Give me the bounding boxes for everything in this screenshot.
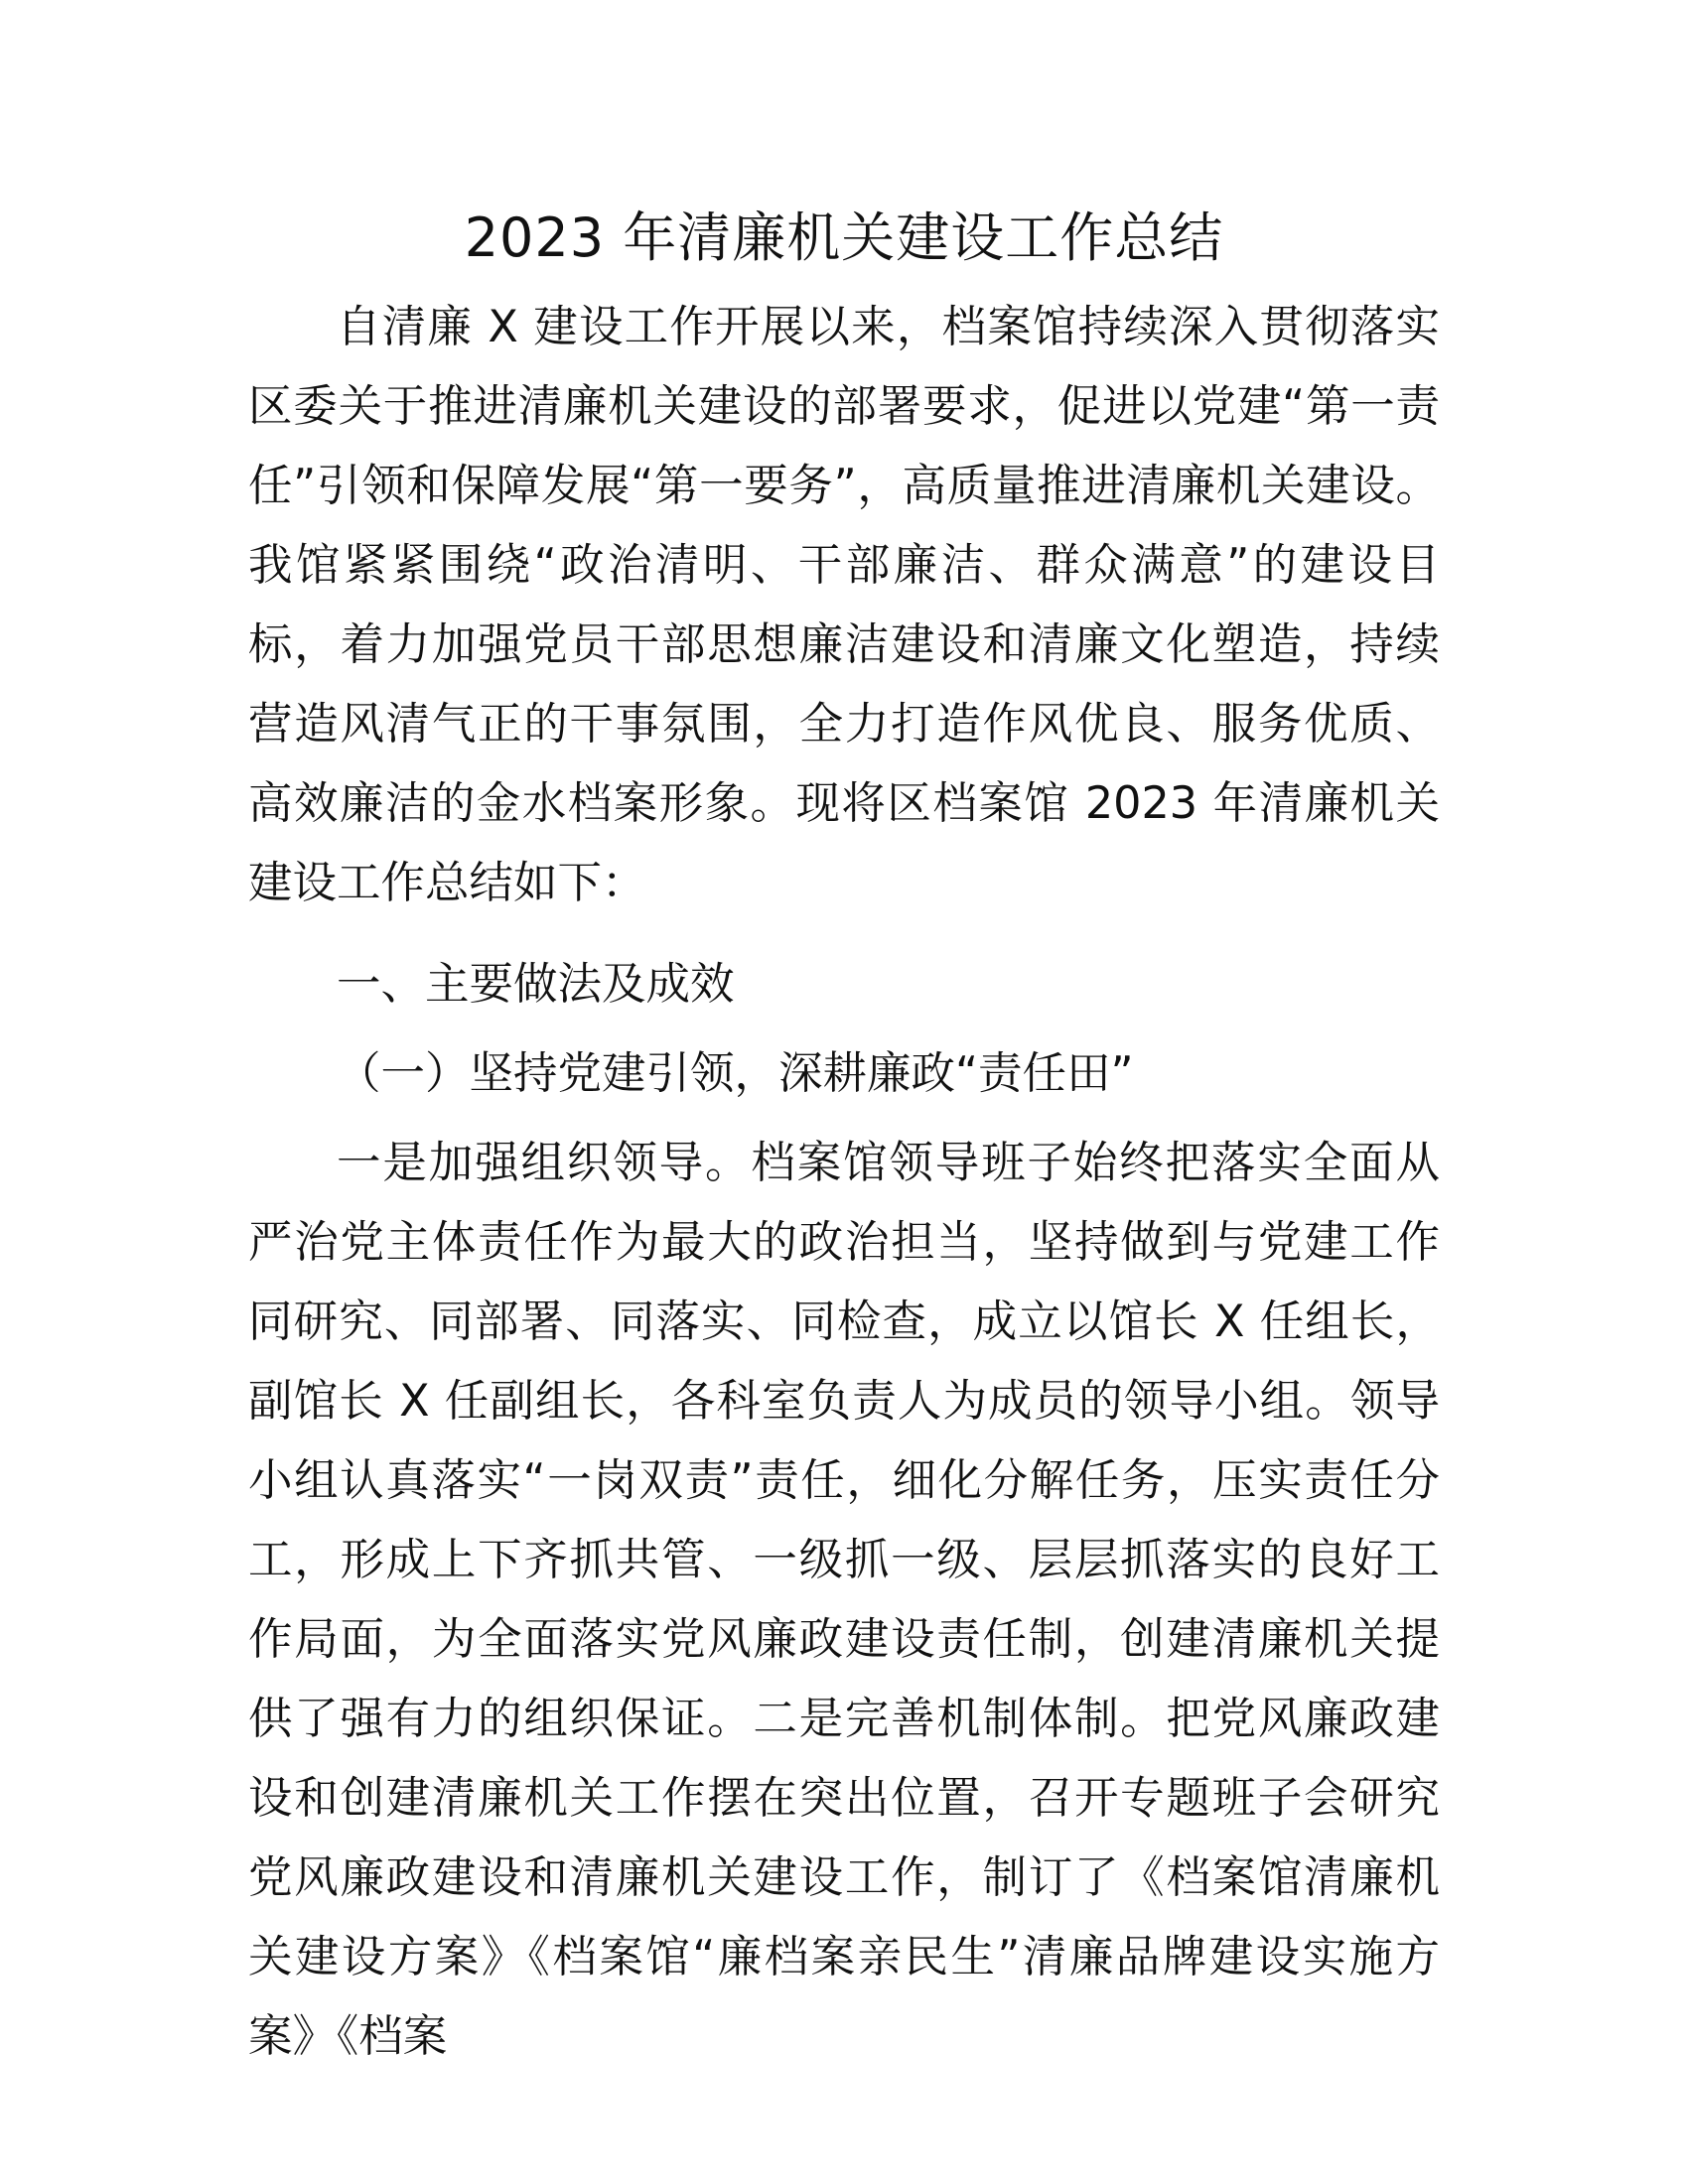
- intro-paragraph: 自清廉 X 建设工作开展以来，档案馆持续深入贯彻落实区委关于推进清廉机关建设的部署要求，促进以党建“第一责任”引领和保障发展“第一要务”，高质量推进清廉机关建设。我馆紧紧围绕“政治清明、干部廉洁、群众满意”的建设目标，着力加强党员干部思想廉洁建设和清廉文化塑造，持续营造风清气正的干事氛围，全力打造作风优良、服务优质、高效廉洁的金水档案形象。现将区档案馆 2023 年清廉机关建设工作总结如下：: [248, 302, 1440, 908]
- document-body: [248, 199, 1440, 2077]
- subsection-heading: （一）坚持党建引领，深耕廉政“责任田”: [337, 1048, 1134, 1099]
- document-title: 2023 年清廉机关建设工作总结: [464, 206, 1224, 269]
- spacer: [248, 923, 1440, 935]
- section-heading: 一、主要做法及成效: [337, 959, 735, 1010]
- body-paragraph: 一是加强组织领导。档案馆领导班子始终把落实全面从严治党主体责任作为最大的政治担当，坚持做到与党建工作同研究、同部署、同落实、同检查，成立以馆长 X 任组长，副馆长 X 任副组长，各科室负责人为成员的领导小组。领导小组认真落实“一岗双责”责任，细化分解任务，压实责任分工，形成上下齐抓共管、一级抓一级、层层抓落实的良好工作局面，为全面落实党风廉政建设责任制，创建清廉机关提供了强有力的组织保证。二是完善机制体制。把党风廉政建设和创建清廉机关工作摆在突出位置，召开专题班子会研究党风廉政建设和清廉机关建设工作，制订了《档案馆清廉机关建设方案》《档案馆“廉档案亲民生”清廉品牌建设实施方案》《档案: [248, 1138, 1440, 2062]
